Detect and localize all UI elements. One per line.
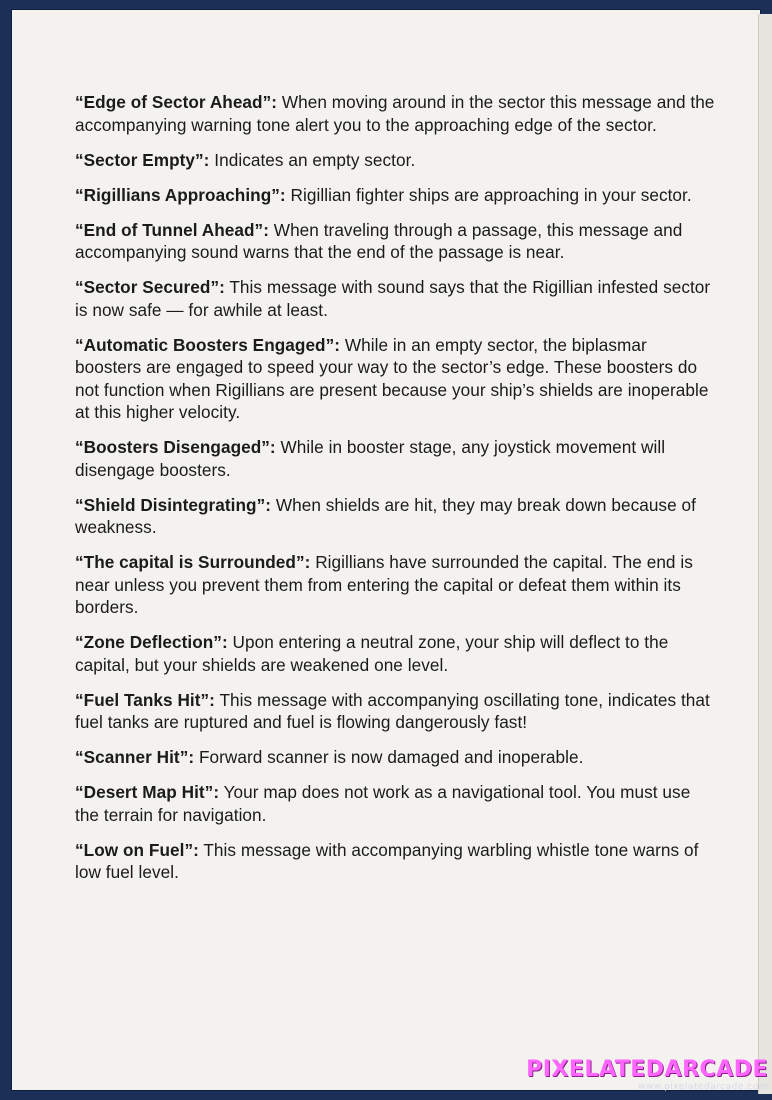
message-entry — [75, 184, 715, 207]
message-list — [75, 91, 715, 896]
message-title: “Sector Empty”: — [75, 149, 210, 170]
message-entry — [75, 689, 715, 734]
message-entry — [75, 436, 715, 481]
message-entry — [75, 551, 715, 619]
message-description: Upon entering a neutral zone, your ship will deflect to the capital, but your shields are weakened one level. — [75, 632, 669, 675]
next-page-edge — [758, 14, 772, 1094]
message-title: “Scanner Hit”: — [75, 747, 195, 767]
message-title: “Boosters Disengaged”: — [75, 437, 276, 457]
message-entry — [75, 746, 715, 769]
message-entry — [75, 334, 715, 424]
message-entry — [75, 494, 715, 539]
message-description: While in booster stage, any joystick movement will disengage boosters. — [75, 437, 666, 480]
message-title: “Low on Fuel”: — [75, 839, 199, 860]
message-entry — [75, 149, 715, 172]
message-description: Your map does not work as a navigational tool. You must use the terrain for navigation. — [75, 782, 691, 825]
message-entry — [75, 276, 715, 321]
message-description: This message with accompanying warbling whistle tone warns of low fuel level. — [75, 839, 699, 882]
message-description: When shields are hit, they may break down because of weakness. — [75, 494, 696, 537]
message-title: “Zone Deflection”: — [75, 632, 228, 652]
message-description: While in an empty sector, the biplasmar boosters are engaged to speed your way to the sector’s edge. These boosters do not function when Rigillians are present because your ship’s shields are inoperable at this higher velocity. — [75, 334, 709, 422]
message-entry — [75, 631, 715, 676]
message-title: “End of Tunnel Ahead”: — [75, 219, 269, 240]
message-entry — [75, 91, 715, 136]
message-description: When traveling through a passage, this message and accompanying sound warns that the end of the passage is near. — [75, 219, 683, 262]
message-description: This message with accompanying oscillating tone, indicates that fuel tanks are ruptured and fuel is flowing dangerously fast! — [75, 689, 710, 732]
message-entry — [75, 219, 715, 264]
message-title: “Fuel Tanks Hit”: — [75, 689, 215, 710]
manual-page — [12, 10, 760, 1090]
message-title: “Shield Disintegrating”: — [75, 494, 272, 515]
message-description: Indicates an empty sector. — [209, 149, 416, 170]
watermark-url: www.pixelatedarcade.com — [637, 1082, 768, 1092]
message-title: “Rigillians Approaching”: — [75, 184, 286, 205]
message-title: “The capital is Surrounded”: — [75, 552, 311, 572]
message-description: This message with sound says that the Rigillian infested sector is now safe — for awhile at least. — [75, 277, 711, 320]
message-description: Rigillian fighter ships are approaching in your sector. — [285, 184, 692, 205]
message-entry — [75, 839, 715, 884]
message-description: Forward scanner is now damaged and inoperable. — [194, 747, 584, 767]
message-title: “Sector Secured”: — [75, 277, 225, 297]
message-description: When moving around in the sector this message and the accompanying warning tone alert you to the approaching edge of the sector. — [75, 92, 715, 135]
message-entry — [75, 781, 715, 826]
watermark — [526, 1058, 768, 1092]
message-description: Rigillians have surrounded the capital. The end is near unless you prevent them from entering the capital or defeat them within its borders. — [75, 552, 693, 617]
message-title: “Desert Map Hit”: — [75, 782, 220, 802]
message-title: “Edge of Sector Ahead”: — [75, 92, 278, 112]
watermark-brand: PIXELATEDARCADE — [526, 1057, 768, 1082]
message-title: “Automatic Boosters Engaged”: — [75, 334, 341, 355]
